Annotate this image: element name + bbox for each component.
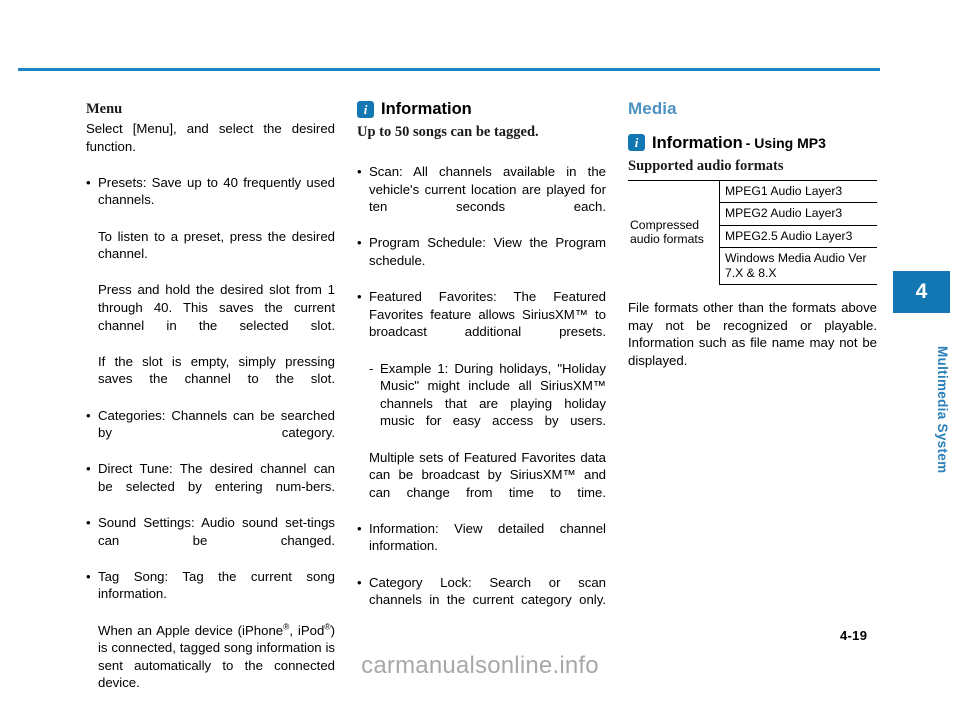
apple-note-part3: ) is connected, tagged song information is sent automatically to the connected device. <box>98 622 335 691</box>
info-icon: i <box>628 134 645 151</box>
tagged-songs-note: Up to 50 songs can be tagged. <box>357 124 539 140</box>
list-item <box>357 234 606 287</box>
menu-intro-paragraph: Select [Menu], and select the desired function. <box>86 121 335 154</box>
list-item <box>357 163 606 233</box>
list-item-text: Press and hold the desired slot from 1 through 40. This saves the current channel in the selected slot. <box>98 282 335 333</box>
list-item-text: Scan: All channels available in the vehicle's current location are played for ten seconds each. <box>369 164 606 215</box>
spacer <box>357 150 606 163</box>
registered-mark: ® <box>283 621 290 632</box>
list-item <box>357 288 606 358</box>
information-subtitle: - Using MP3 <box>745 134 826 151</box>
section-heading-media: Media <box>628 99 677 118</box>
table-cell: Windows Media Audio Ver 7.X & 8.X <box>720 248 878 285</box>
list-item-text: Sound Settings: Audio sound set-tings can be changed. <box>98 515 335 548</box>
list-item <box>357 520 606 573</box>
list-item <box>357 449 606 519</box>
bullet-dot: • <box>357 520 362 536</box>
header-rule <box>18 68 880 71</box>
bullet-dot: • <box>86 515 91 531</box>
list-item <box>357 574 606 627</box>
information-heading <box>357 100 606 118</box>
table-row <box>628 180 877 203</box>
info-icon: i <box>357 101 374 118</box>
bullet-dot: • <box>86 568 91 584</box>
list-item-text: Tag Song: Tag the current song information. <box>98 568 335 602</box>
bullet-dot: • <box>86 174 91 190</box>
bullet-dot: • <box>357 164 362 179</box>
list-item-text: Information: View detailed channel information. <box>369 520 606 554</box>
bullet-dot: • <box>86 407 91 423</box>
supported-formats-heading: Supported audio formats <box>628 157 784 174</box>
list-item-text: Direct Tune: The desired channel can be selected by entering num-bers. <box>98 461 335 494</box>
information-title: Information <box>652 133 743 152</box>
table-row-label: Compressed audio formats <box>628 180 720 285</box>
list-item <box>86 460 335 513</box>
section-heading-menu: Menu <box>86 101 123 117</box>
list-item-text: Program Schedule: View the Program schedule. <box>369 235 606 268</box>
bullet-dot: • <box>357 574 362 590</box>
file-format-note: File formats other than the formats above may not be recognized or playable. Information such as file name may not be displayed. <box>628 300 877 368</box>
list-item-text: Featured Favorites: The Featured Favorites feature allows SiriusXM™ to broadcast additional presets. <box>369 289 606 340</box>
column-middle <box>357 100 606 627</box>
list-item <box>86 407 335 460</box>
list-item-text: Category Lock: Search or scan channels in the current category only. <box>369 574 606 608</box>
chapter-tab-label: Multimedia System <box>935 346 950 474</box>
supported-audio-formats-table <box>628 180 877 286</box>
apple-note-part1: When an Apple device (iPhone <box>98 622 284 638</box>
list-item-text: Categories: Channels can be searched by category. <box>98 407 335 441</box>
bullet-dot: • <box>357 235 362 251</box>
table-cell: MPEG2.5 Audio Layer3 <box>720 225 878 248</box>
apple-note-part2: , iPod <box>289 622 325 638</box>
sub-list-item-text: Example 1: During holidays, "Holiday Music" might include all SiriusXM™ channels that are playing holiday music for easy access by users. <box>380 360 606 429</box>
table-cell: MPEG2 Audio Layer3 <box>720 203 878 226</box>
list-item <box>86 174 335 227</box>
list-item <box>86 514 335 567</box>
list-item-text: Multiple sets of Featured Favorites data can be broadcast by SiriusXM™ and can change from time to time. <box>369 449 606 500</box>
information-title: Information <box>381 100 472 118</box>
dash-marker: - <box>369 360 374 376</box>
list-item-text: To listen to a preset, press the desired channel. <box>98 228 335 262</box>
registered-mark: ® <box>324 621 331 632</box>
bullet-dot: • <box>86 461 91 477</box>
site-watermark: carmanualsonline.info <box>361 652 599 679</box>
list-item-text: If the slot is empty, simply pressing saves the channel to the slot. <box>98 353 335 387</box>
chapter-tab-number: 4 <box>893 271 950 313</box>
list-item <box>86 568 335 621</box>
table-cell: MPEG1 Audio Layer3 <box>720 180 878 203</box>
list-item <box>86 353 335 406</box>
information-heading-mp3 <box>628 134 877 152</box>
list-item <box>86 228 335 281</box>
page-number: 4-19 <box>840 628 868 643</box>
column-left <box>86 100 335 711</box>
bullet-dot: • <box>357 289 362 305</box>
column-right <box>628 100 877 388</box>
list-item <box>86 281 335 351</box>
list-item-text: Presets: Save up to 40 frequently used channels. <box>98 174 335 208</box>
sub-list-item <box>357 360 606 448</box>
